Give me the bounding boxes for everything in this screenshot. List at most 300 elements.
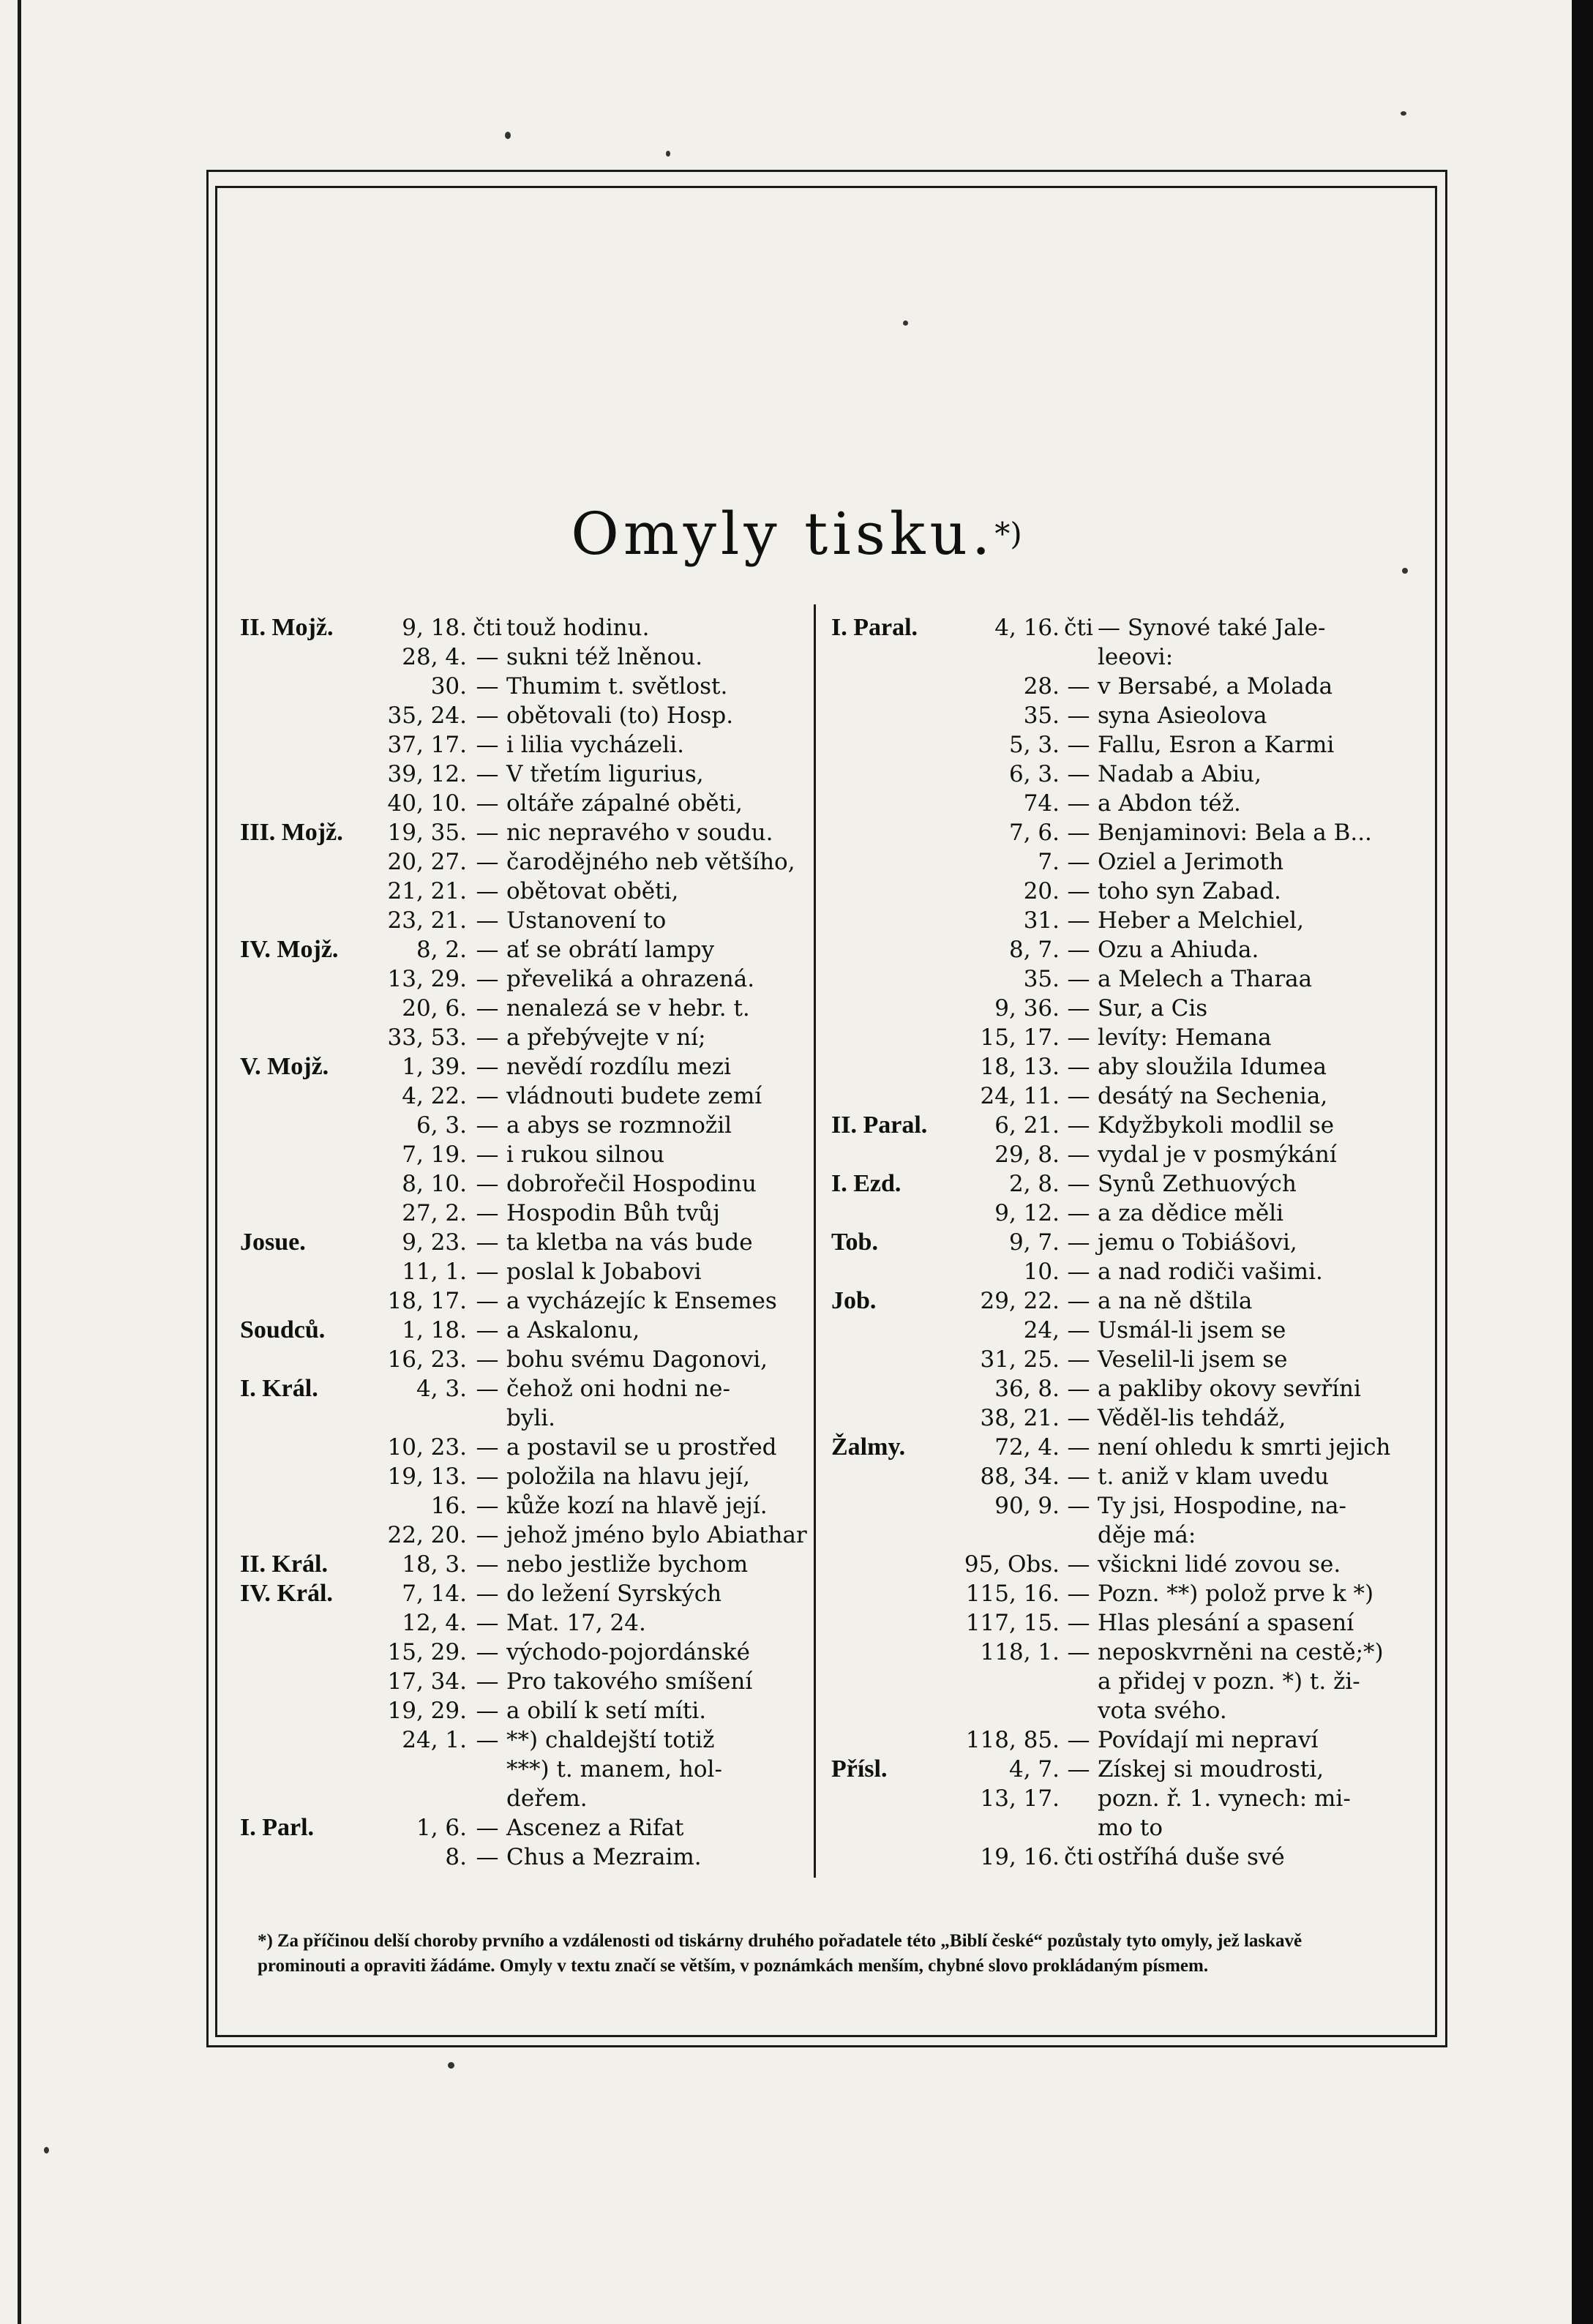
book-name: V. Mojž. (240, 1053, 329, 1080)
verse-ref: 118, 1. (980, 1639, 1060, 1665)
entry-dash: — (1067, 1463, 1090, 1490)
print-speck (448, 2062, 454, 2069)
errata-entry (831, 1082, 1399, 1111)
book-name: I. Ezd. (831, 1170, 902, 1197)
errata-entry (240, 1403, 805, 1433)
entry-dash: — (476, 1727, 499, 1753)
verse-ref: 29, 22. (980, 1288, 1060, 1314)
errata-entry (831, 1667, 1399, 1696)
verse-ref: 13, 17. (980, 1785, 1060, 1812)
correction-text: leeovi: (1098, 644, 1174, 670)
entry-dash: čti (1064, 615, 1093, 641)
errata-entry (831, 789, 1399, 818)
entry-dash: — (476, 966, 499, 992)
entry-dash: — (476, 1317, 499, 1343)
correction-text: Veselil-li jsem se (1098, 1346, 1288, 1373)
correction-text: a za dědice měli (1098, 1200, 1284, 1226)
correction-text: i lilia vycházeli. (506, 732, 684, 758)
errata-entry (831, 730, 1399, 760)
verse-ref: 31. (1023, 907, 1060, 934)
errata-entry (831, 1345, 1399, 1374)
verse-ref: 9, 7. (1008, 1229, 1060, 1256)
errata-entry (831, 672, 1399, 701)
correction-text: Thumim t. světlost. (506, 673, 728, 700)
print-speck (505, 132, 511, 139)
entry-dash: — (476, 1815, 499, 1841)
verse-ref: 30. (430, 673, 467, 700)
correction-text: a pakliby okovy sevříni (1098, 1376, 1361, 1402)
verse-ref: 2, 8. (1008, 1171, 1060, 1197)
verse-ref: 16. (430, 1493, 467, 1519)
errata-entry (831, 1199, 1399, 1228)
correction-text: nevědí rozdílu mezi (506, 1054, 732, 1080)
entry-dash: — (1067, 1083, 1090, 1109)
correction-text: Usmál-li jsem se (1098, 1317, 1286, 1343)
entry-dash: — (476, 1610, 499, 1636)
correction-text: vydal je v posmýkání (1098, 1142, 1337, 1168)
errata-entry (240, 1140, 805, 1169)
correction-text: Oziel a Jerimoth (1098, 849, 1284, 875)
verse-ref: 33, 53. (387, 1024, 467, 1051)
entry-dash: — (1067, 1581, 1090, 1607)
book-name: III. Mojž. (240, 819, 343, 846)
verse-ref: 7, 6. (1008, 820, 1060, 846)
correction-text: položila na hlavu její, (506, 1463, 750, 1490)
errata-entry (240, 1491, 805, 1521)
errata-entry (831, 1521, 1399, 1550)
verse-ref: 20, 6. (402, 995, 467, 1022)
correction-text: pozn. ř. 1. vynech: mi- (1098, 1785, 1351, 1812)
entry-dash: — (476, 1844, 499, 1870)
correction-text: Hlas plesání a spasení (1098, 1610, 1354, 1636)
correction-text: a postavil se u prostřed (506, 1434, 777, 1461)
errata-entry (831, 701, 1399, 730)
entry-dash: — (1067, 1142, 1090, 1168)
errata-entry (831, 1052, 1399, 1082)
correction-text: východo-pojordánské (506, 1639, 750, 1665)
errata-entry (240, 1052, 805, 1082)
book-name: I. Paral. (831, 614, 918, 641)
book-name: Přísl. (831, 1755, 888, 1783)
entry-dash: — (476, 1668, 499, 1695)
errata-entry (240, 642, 805, 672)
entry-dash: — (476, 907, 499, 934)
correction-text: nic nepravého v soudu. (506, 820, 773, 846)
verse-ref: 10, 23. (387, 1434, 467, 1461)
book-name: II. Mojž. (240, 614, 334, 641)
entry-dash: — (476, 761, 499, 787)
verse-ref: 8, 7. (1008, 937, 1060, 963)
errata-entry (240, 1725, 805, 1755)
entry-dash: — (1067, 820, 1090, 846)
verse-ref: 4, 16. (994, 615, 1060, 641)
book-name: II. Paral. (831, 1112, 928, 1139)
errata-entry (240, 1579, 805, 1608)
correction-text: Ozu a Ahiuda. (1098, 937, 1259, 963)
verse-ref: 18, 13. (980, 1054, 1060, 1080)
errata-entry (831, 1316, 1399, 1345)
correction-text: t. aniž v klam uvedu (1098, 1463, 1330, 1490)
entry-dash: — (1067, 1610, 1090, 1636)
verse-ref: 6, 3. (1008, 761, 1060, 787)
errata-entry (831, 1023, 1399, 1052)
errata-entry (831, 642, 1399, 672)
entry-dash: — (476, 1581, 499, 1607)
errata-entry (240, 1286, 805, 1316)
verse-ref: 27, 2. (402, 1200, 467, 1226)
entry-dash: — (1067, 1639, 1090, 1665)
book-name: II. Král. (240, 1551, 328, 1578)
errata-entry (240, 1169, 805, 1199)
verse-ref: 117, 15. (965, 1610, 1060, 1636)
errata-entry (240, 964, 805, 994)
verse-ref: 20. (1023, 878, 1060, 904)
book-name: IV. Král. (240, 1580, 333, 1607)
correction-text: Povídají mi nepraví (1098, 1727, 1319, 1753)
footnote-mark: *) (258, 1931, 273, 1951)
correction-text: a Askalonu, (506, 1317, 640, 1343)
errata-entry (831, 1433, 1399, 1462)
book-name: I. Parl. (240, 1814, 315, 1841)
entry-dash: — (476, 673, 499, 700)
verse-ref: 88, 34. (980, 1463, 1060, 1490)
errata-entry (831, 1403, 1399, 1433)
correction-text: obětovat oběti, (506, 878, 679, 904)
correction-text: nenalezá se v hebr. t. (506, 995, 750, 1022)
errata-entry (831, 1725, 1399, 1755)
errata-entry (240, 818, 805, 847)
verse-ref: 74. (1023, 790, 1060, 817)
verse-ref: 1, 18. (402, 1317, 467, 1343)
entry-dash: — (476, 820, 499, 846)
title-footnote-mark: *) (994, 516, 1022, 552)
verse-ref: 29, 8. (994, 1142, 1060, 1168)
correction-text: bohu svému Dagonovi, (506, 1346, 768, 1373)
verse-ref: 18, 17. (387, 1288, 467, 1314)
correction-text: aby sloužila Idumea (1098, 1054, 1327, 1080)
correction-text: syna Asieolova (1098, 702, 1267, 729)
verse-ref: 118, 85. (965, 1727, 1060, 1753)
entry-dash: — (476, 1142, 499, 1168)
verse-ref: 40, 10. (387, 790, 467, 817)
entry-dash: — (476, 1463, 499, 1490)
verse-ref: 24, (1023, 1317, 1060, 1343)
correction-text: Ty jsi, Hospodine, na- (1098, 1493, 1347, 1519)
errata-entry (240, 1667, 805, 1696)
entry-dash: — (1067, 937, 1090, 963)
errata-entry (831, 760, 1399, 789)
errata-entry (831, 1608, 1399, 1638)
errata-entry (831, 1579, 1399, 1608)
errata-entry (240, 760, 805, 789)
errata-entry (240, 1199, 805, 1228)
entry-dash: — (1067, 1756, 1090, 1783)
correction-text: neposkvrněni na cestě;*) (1098, 1639, 1384, 1665)
correction-text: Věděl-lis tehdáž, (1098, 1405, 1286, 1431)
entry-dash: — (476, 1024, 499, 1051)
verse-ref: 7, 19. (402, 1142, 467, 1168)
book-name: IV. Mojž. (240, 936, 339, 963)
errata-entry (240, 1608, 805, 1638)
correction-text: ať se obrátí lampy (506, 937, 715, 963)
entry-dash: — (476, 1493, 499, 1519)
correction-text: obětovali (to) Hosp. (506, 702, 734, 729)
book-name: Žalmy. (831, 1433, 906, 1461)
print-speck (1402, 568, 1408, 574)
errata-entry (831, 1111, 1399, 1140)
verse-ref: 6, 3. (416, 1112, 467, 1139)
errata-entry (240, 1462, 805, 1491)
verse-ref: 15, 29. (387, 1639, 467, 1665)
errata-entry (240, 1433, 805, 1462)
print-speck (903, 321, 908, 326)
correction-text: čehož oni hodni ne- (506, 1376, 730, 1402)
errata-entry (831, 1755, 1399, 1784)
entry-dash: čti (473, 615, 502, 641)
verse-ref: 72, 4. (994, 1434, 1060, 1461)
entry-dash: — (476, 1112, 499, 1139)
entry-dash: — (476, 1522, 499, 1548)
entry-dash: — (476, 1054, 499, 1080)
verse-ref: 90, 9. (994, 1493, 1060, 1519)
verse-ref: 28, 4. (402, 644, 467, 670)
entry-dash: — (1067, 790, 1090, 817)
correction-text: jemu o Tobiášovi, (1098, 1229, 1297, 1256)
verse-ref: 13, 29. (387, 966, 467, 992)
errata-entry (831, 994, 1399, 1023)
page-edge-left (18, 0, 21, 2324)
errata-entry (240, 1345, 805, 1374)
correction-text: poslal k Jobabovi (506, 1259, 702, 1285)
entry-dash: — (476, 937, 499, 963)
errata-entry (240, 1755, 805, 1784)
verse-ref: 8. (445, 1844, 467, 1870)
errata-entry (831, 1696, 1399, 1725)
correction-text: nebo jestliže bychom (506, 1551, 749, 1578)
print-speck (44, 2147, 49, 2154)
entry-dash: — (476, 790, 499, 817)
book-name: Soudců. (240, 1316, 326, 1343)
print-speck (666, 151, 670, 157)
entry-dash: — (1067, 1405, 1090, 1431)
entry-dash: — (1067, 1727, 1090, 1753)
correction-text: i rukou silnou (506, 1142, 665, 1168)
entry-dash: — (1067, 1346, 1090, 1373)
verse-ref: 12, 4. (402, 1610, 467, 1636)
entry-dash: — (1067, 995, 1090, 1022)
correction-text: Hospodin Bůh tvůj (506, 1200, 720, 1226)
footnote (258, 1929, 1384, 1979)
book-name: Josue. (240, 1229, 306, 1256)
errata-entry (831, 1462, 1399, 1491)
correction-text: a obilí k setí míti. (506, 1698, 707, 1724)
correction-text: mo to (1098, 1815, 1163, 1841)
correction-text: sukni též lněnou. (506, 644, 703, 670)
entry-dash: — (1067, 1434, 1090, 1461)
entry-dash: — (476, 702, 499, 729)
entry-dash: — (1067, 702, 1090, 729)
entry-dash: — (1067, 1171, 1090, 1197)
errata-entry (240, 1374, 805, 1403)
verse-ref: 1, 39. (402, 1054, 467, 1080)
entry-dash: — (476, 849, 499, 875)
errata-entry (831, 1286, 1399, 1316)
verse-ref: 6, 21. (994, 1112, 1060, 1139)
errata-entry (831, 1638, 1399, 1667)
verse-ref: 20, 27. (387, 849, 467, 875)
correction-text: levíty: Hemana (1098, 1024, 1272, 1051)
verse-ref: 21, 21. (387, 878, 467, 904)
entry-dash: — (1067, 1024, 1090, 1051)
entry-dash: — (1067, 1493, 1090, 1519)
errata-entry (831, 1813, 1399, 1843)
verse-ref: 5, 3. (1008, 732, 1060, 758)
verse-ref: 95, Obs. (964, 1551, 1060, 1578)
verse-ref: 35. (1023, 702, 1060, 729)
book-name: Job. (831, 1287, 877, 1314)
entry-dash: — (1067, 966, 1090, 992)
errata-entry (240, 847, 805, 877)
correction-text: Nadab a Abiu, (1098, 761, 1262, 787)
errata-entry (831, 1784, 1399, 1813)
errata-entry (240, 701, 805, 730)
verse-ref: 24, 11. (980, 1083, 1060, 1109)
verse-ref: 36, 8. (994, 1376, 1060, 1402)
correction-text: Chus a Mezraim. (506, 1844, 702, 1870)
correction-text: ***) t. manem, hol- (506, 1756, 722, 1783)
correction-text: v Bersabé, a Molada (1098, 673, 1333, 700)
verse-ref: 19, 35. (387, 820, 467, 846)
correction-text: touž hodinu. (506, 615, 650, 641)
errata-entry (240, 789, 805, 818)
errata-entry (831, 613, 1399, 642)
correction-text: není ohledu k smrti jejich (1098, 1434, 1391, 1461)
correction-text: vota svého. (1098, 1698, 1227, 1724)
errata-entry (831, 1374, 1399, 1403)
entry-dash: — (1067, 1112, 1090, 1139)
verse-ref: 4, 22. (402, 1083, 467, 1109)
errata-right-column (831, 613, 1399, 1872)
errata-entry (240, 730, 805, 760)
entry-dash: — (1067, 673, 1090, 700)
errata-entry (240, 1843, 805, 1872)
correction-text: jehož jméno bylo Abiathar (506, 1522, 807, 1548)
correction-text: Sur, a Cis (1098, 995, 1208, 1022)
entry-dash: — (476, 732, 499, 758)
verse-ref: 39, 12. (387, 761, 467, 787)
entry-dash: — (1067, 1229, 1090, 1256)
entry-dash: — (476, 1551, 499, 1578)
errata-entry (240, 994, 805, 1023)
errata-entry (240, 1521, 805, 1550)
errata-entry (240, 1023, 805, 1052)
errata-entry (240, 935, 805, 964)
correction-text: toho syn Zabad. (1098, 878, 1281, 904)
correction-text: Fallu, Esron a Karmi (1098, 732, 1335, 758)
correction-text: všickni lidé zovou se. (1098, 1551, 1341, 1578)
correction-text: Synů Zethuových (1098, 1171, 1297, 1197)
entry-dash: — (476, 1171, 499, 1197)
page-edge-right (1572, 0, 1593, 2324)
correction-text: Heber a Melchiel, (1098, 907, 1304, 934)
verse-ref: 19, 13. (387, 1463, 467, 1490)
errata-entry (240, 1257, 805, 1286)
correction-text: ostříhá duše své (1098, 1844, 1285, 1870)
verse-ref: 9, 36. (994, 995, 1060, 1022)
errata-entry (831, 964, 1399, 994)
correction-text: a vycházejíc k Ensemes (506, 1288, 777, 1314)
errata-entry (831, 1228, 1399, 1257)
verse-ref: 22, 20. (387, 1522, 467, 1548)
verse-ref: 38, 21. (980, 1405, 1060, 1431)
entry-dash: — (1067, 1317, 1090, 1343)
entry-dash: — (476, 995, 499, 1022)
verse-ref: 1, 6. (416, 1815, 467, 1841)
correction-text: a přebývejte v ní; (506, 1024, 706, 1051)
verse-ref: 11, 1. (402, 1259, 467, 1285)
correction-text: Pozn. **) polož prve k *) (1098, 1581, 1374, 1607)
book-name: I. Král. (240, 1375, 318, 1402)
correction-text: — Synové také Jale- (1098, 615, 1326, 641)
entry-dash: — (1067, 907, 1090, 934)
entry-dash: — (1067, 878, 1090, 904)
errata-entry (240, 1696, 805, 1725)
correction-text: Ustanovení to (506, 907, 667, 934)
correction-text: a přidej v pozn. *) t. ži- (1098, 1668, 1360, 1695)
correction-text: Benjaminovi: Bela a B... (1098, 820, 1372, 846)
entry-dash: — (476, 1259, 499, 1285)
errata-entry (831, 847, 1399, 877)
verse-ref: 9, 18. (402, 615, 467, 641)
errata-entry (831, 1843, 1399, 1872)
correction-text: vládnouti budete zemí (506, 1083, 762, 1109)
entry-dash: — (476, 1346, 499, 1373)
correction-text: čarodějného neb většího, (506, 849, 795, 875)
correction-text: deřem. (506, 1785, 588, 1812)
errata-entry (240, 1082, 805, 1111)
correction-text: do ležení Syrských (506, 1581, 722, 1607)
correction-text: **) chaldejští totiž (506, 1727, 715, 1753)
verse-ref: 37, 17. (387, 732, 467, 758)
correction-text: a Abdon též. (1098, 790, 1241, 817)
verse-ref: 18, 3. (402, 1551, 467, 1578)
errata-entry (240, 1638, 805, 1667)
entry-dash: — (476, 1376, 499, 1402)
verse-ref: 23, 21. (387, 907, 467, 934)
errata-entry (240, 1550, 805, 1579)
entry-dash: — (1067, 1054, 1090, 1080)
correction-text: desátý na Sechenia, (1098, 1083, 1328, 1109)
entry-dash: — (476, 878, 499, 904)
errata-entry (240, 1784, 805, 1813)
errata-entry (831, 818, 1399, 847)
verse-ref: 15, 17. (980, 1024, 1060, 1051)
verse-ref: 19, 16. (980, 1844, 1060, 1870)
entry-dash: — (476, 1229, 499, 1256)
entry-dash: — (1067, 1200, 1090, 1226)
verse-ref: 4, 7. (1008, 1756, 1060, 1783)
print-speck (1401, 111, 1406, 116)
errata-entry (831, 877, 1399, 906)
entry-dash: — (1067, 761, 1090, 787)
correction-text: a abys se rozmnožil (506, 1112, 732, 1139)
verse-ref: 7. (1038, 849, 1060, 875)
correction-text: dobrořečil Hospodinu (506, 1171, 757, 1197)
correction-text: a na ně dštila (1098, 1288, 1253, 1314)
verse-ref: 17, 34. (387, 1668, 467, 1695)
correction-text: děje má: (1098, 1522, 1196, 1548)
verse-ref: 7, 14. (402, 1581, 467, 1607)
